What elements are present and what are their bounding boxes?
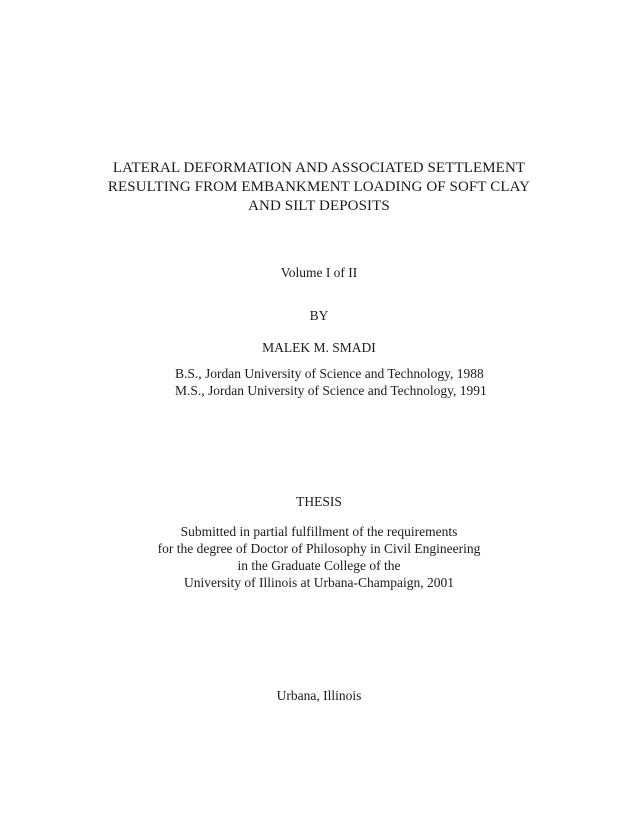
submission-line-1: Submitted in partial fulfillment of the requirements xyxy=(180,524,458,539)
title-line-2: RESULTING FROM EMBANKMENT LOADING OF SOFT CLAY xyxy=(107,179,531,195)
submission-line-3: in the Graduate College of the xyxy=(237,558,401,573)
title-line-3: AND SILT DEPOSITS xyxy=(248,198,390,214)
degree-ms: M.S., Jordan University of Science and Technology, 1991 xyxy=(175,383,487,398)
by-label: BY xyxy=(309,308,329,323)
author-name: MALEK M. SMADI xyxy=(262,340,376,355)
submission-line-4: University of Illinois at Urbana-Champaign, 2001 xyxy=(184,575,454,590)
submission-line-2: for the degree of Doctor of Philosophy in Civil Engineering xyxy=(157,541,481,556)
document-type: THESIS xyxy=(296,494,342,509)
location: Urbana, Illinois xyxy=(276,688,362,703)
volume-label: Volume I of II xyxy=(280,265,358,280)
degree-bs: B.S., Jordan University of Science and Technology, 1988 xyxy=(175,366,484,381)
title-line-1: LATERAL DEFORMATION AND ASSOCIATED SETTLEMENT xyxy=(112,160,526,176)
